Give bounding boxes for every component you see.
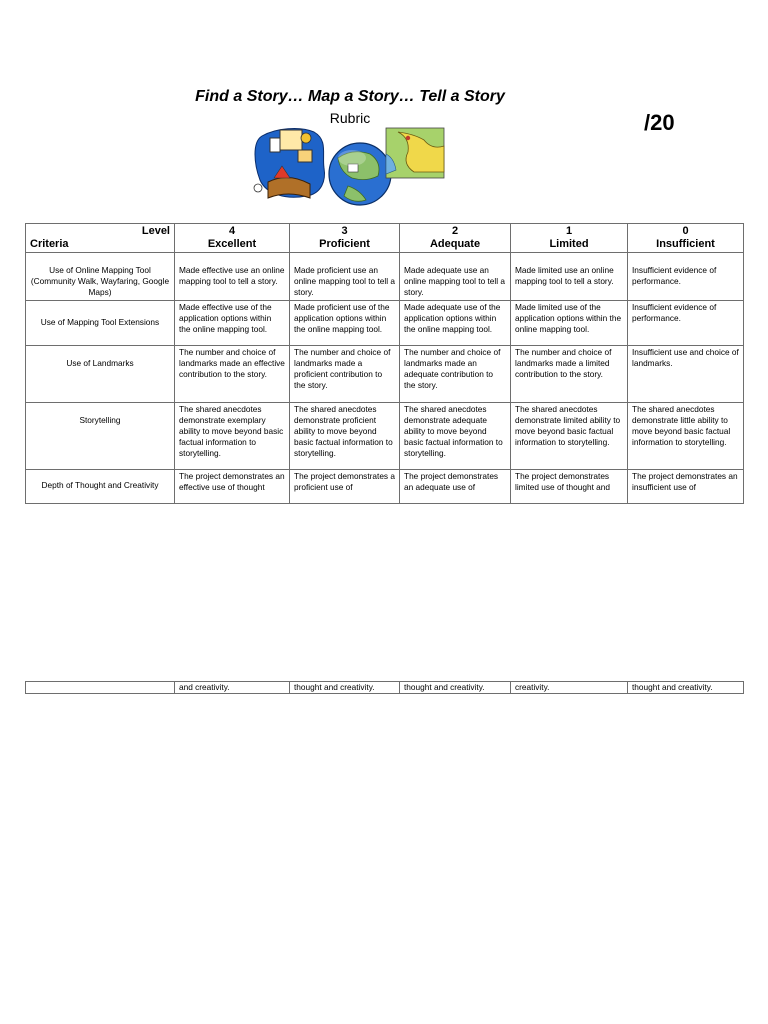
- descriptor-cell: Made proficient use of the application options within the online mapping tool.: [290, 300, 400, 345]
- level-number: 2: [451, 225, 459, 237]
- descriptor-cell: Made adequate use an online mapping tool to tell a story.: [400, 253, 511, 301]
- criteria-cell: Use of Landmarks: [26, 345, 175, 402]
- page-subtitle: Rubric: [329, 110, 371, 126]
- descriptor-cell: Insufficient use and choice of landmarks.: [628, 345, 744, 402]
- table-row: [26, 402, 744, 469]
- descriptor-cell: Made limited use an online mapping tool to tell a story.: [511, 253, 628, 301]
- level-label: Excellent: [207, 238, 257, 250]
- globe-icon: [329, 143, 391, 205]
- descriptor-cell: The shared anecdotes demonstrate little ability to move beyond basic factual information to storytelling.: [628, 402, 744, 469]
- descriptor-cell: The project demonstrates a proficient use of: [290, 469, 400, 503]
- descriptor-cell: Insufficient evidence of performance.: [628, 300, 744, 345]
- level-number: 4: [228, 225, 236, 237]
- level-number: 1: [565, 225, 573, 237]
- rubric-table-continuation: [25, 681, 744, 694]
- level-header: [511, 224, 628, 253]
- descriptor-cell: Made limited use of the application options within the online mapping tool.: [511, 300, 628, 345]
- descriptor-cell: thought and creativity.: [400, 682, 511, 694]
- level-label: Adequate: [429, 238, 481, 250]
- header-row: [26, 224, 744, 253]
- level-header: [400, 224, 511, 253]
- criteria-cell: Storytelling: [26, 402, 175, 469]
- descriptor-cell: The number and choice of landmarks made an adequate contribution to the story.: [400, 345, 511, 402]
- level-header: [628, 224, 744, 253]
- descriptor-cell: Made effective use of the application options within the online mapping tool.: [175, 300, 290, 345]
- descriptor-cell: The number and choice of landmarks made a proficient contribution to the story.: [290, 345, 400, 402]
- descriptor-cell: and creativity.: [175, 682, 290, 694]
- table-row: [26, 469, 744, 503]
- storybook-map-icon: [254, 129, 324, 198]
- descriptor-cell: The number and choice of landmarks made a limited contribution to the story.: [511, 345, 628, 402]
- descriptor-cell: Made proficient use an online mapping tool to tell a story.: [290, 253, 400, 301]
- page-title: Find a Story… Map a Story… Tell a Story: [195, 88, 505, 105]
- level-header: [175, 224, 290, 253]
- descriptor-cell: Insufficient evidence of performance.: [628, 253, 744, 301]
- criteria-cell: Use of Online Mapping Tool (Community Walk, Wayfaring, Google Maps): [26, 253, 175, 301]
- table-row: [26, 682, 744, 694]
- level-label: Proficient: [319, 238, 370, 250]
- descriptor-cell: The shared anecdotes demonstrate limited ability to move beyond basic factual information to storytelling.: [511, 402, 628, 469]
- descriptor-cell: thought and creativity.: [628, 682, 744, 694]
- criteria-cell: Use of Mapping Tool Extensions: [26, 300, 175, 345]
- descriptor-cell: Made effective use an online mapping tool to tell a story.: [175, 253, 290, 301]
- corner-criteria-label: Criteria: [30, 238, 69, 250]
- descriptor-cell: The shared anecdotes demonstrate adequate ability to move beyond basic factual information to storytelling.: [400, 402, 511, 469]
- criteria-cell: Depth of Thought and Creativity: [26, 469, 175, 503]
- level-header: [290, 224, 400, 253]
- descriptor-cell: The number and choice of landmarks made an effective contribution to the story.: [175, 345, 290, 402]
- clipart-group: [248, 124, 448, 208]
- table-row: [26, 300, 744, 345]
- descriptor-cell: The project demonstrates an effective use of thought: [175, 469, 290, 503]
- rubric-table: [25, 223, 744, 504]
- level-label: Insufficient: [656, 238, 715, 250]
- region-map-icon: [386, 128, 444, 178]
- descriptor-cell: The project demonstrates an adequate use of: [400, 469, 511, 503]
- descriptor-cell: The shared anecdotes demonstrate exemplary ability to move beyond basic factual information to storytelling.: [175, 402, 290, 469]
- table-row: [26, 253, 744, 301]
- descriptor-cell: The project demonstrates an insufficient use of: [628, 469, 744, 503]
- level-label: Limited: [549, 238, 589, 250]
- criteria-cell: [26, 682, 175, 694]
- corner-cell: [26, 224, 175, 253]
- descriptor-cell: The shared anecdotes demonstrate proficient ability to move beyond basic factual information to storytelling.: [290, 402, 400, 469]
- level-number: 0: [682, 225, 689, 237]
- table-row: [26, 345, 744, 402]
- score-total: /20: [644, 110, 675, 135]
- descriptor-cell: creativity.: [511, 682, 628, 694]
- corner-level-label: Level: [141, 225, 170, 237]
- descriptor-cell: The project demonstrates limited use of thought and: [511, 469, 628, 503]
- descriptor-cell: Made adequate use of the application options within the online mapping tool.: [400, 300, 511, 345]
- descriptor-cell: thought and creativity.: [290, 682, 400, 694]
- level-number: 3: [341, 225, 348, 237]
